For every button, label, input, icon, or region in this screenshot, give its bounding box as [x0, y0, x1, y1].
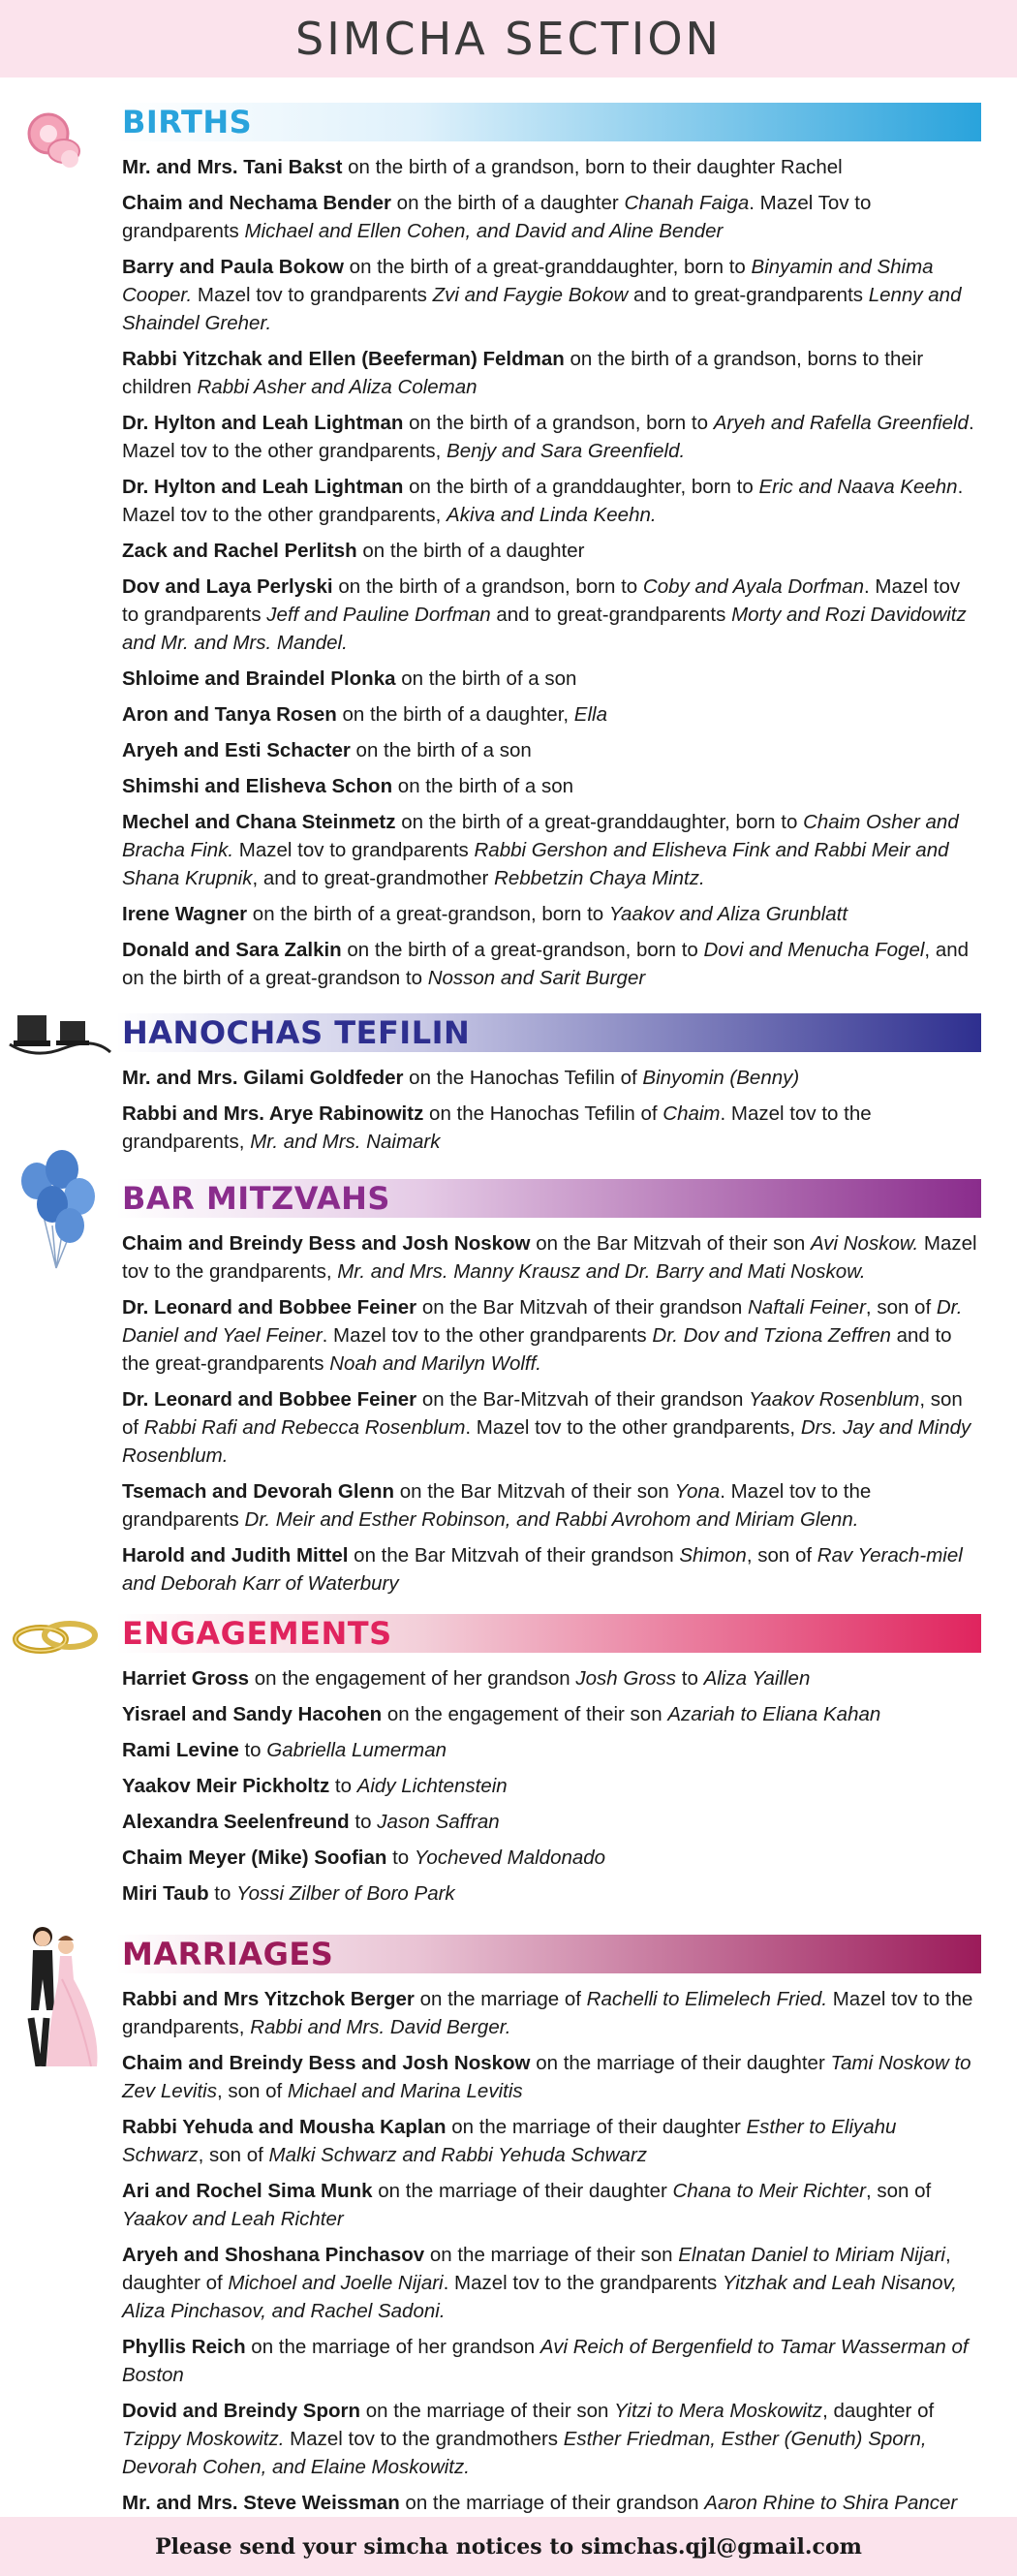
list-item — [122, 473, 980, 529]
entry-text: , daughter of — [822, 2400, 935, 2422]
list-item — [122, 2049, 980, 2105]
relative-name: Shimon — [679, 1544, 747, 1567]
entry-text: , son of — [198, 2144, 269, 2166]
section-hanochas-tefilin — [0, 1013, 1017, 1159]
entry-text: . Mazel tov to the other grandparents, — [122, 476, 964, 526]
entry-text: on the birth of a great-granddaughter, born to — [343, 256, 752, 278]
list-item — [122, 700, 980, 729]
honoree-name: Dr. Hylton and Leah Lightman — [122, 412, 404, 434]
entry-text: on the birth of a daughter, — [336, 703, 574, 726]
entry-text: Mazel tov to the grandparents, — [122, 1988, 973, 2038]
honoree-name: Dov and Laya Perlyski — [122, 575, 333, 598]
entry-text: on the engagement of their son — [382, 1703, 668, 1725]
honoree-name: Dr. Leonard and Bobbee Feiner — [122, 1388, 417, 1411]
entry-text: , son of — [865, 1296, 937, 1319]
list-item — [122, 1064, 980, 1092]
entry-text: . Mazel tov to the other grandparents, — [465, 1416, 801, 1439]
entry-text: Mazel tov to the grandmothers — [284, 2428, 564, 2450]
entry-text: on the birth of a son — [392, 775, 574, 797]
entry-text: , son of — [122, 1388, 963, 1439]
honoree-name: Mr. and Mrs. Steve Weissman — [122, 2492, 400, 2514]
section-births — [0, 103, 1017, 994]
entry-text: . Mazel tov to the other grandparents, — [122, 412, 974, 462]
section-marriages — [0, 1935, 1017, 2516]
relative-name: Tzippy Moskowitz. — [122, 2428, 285, 2450]
honoree-name: Chaim and Breindy Bess and Josh Noskow — [122, 2052, 531, 2074]
list-item — [122, 772, 980, 800]
list-item — [122, 2241, 980, 2325]
relative-name: Lenny and Shaindel Greher. — [122, 284, 962, 334]
section-title: ENGAGEMENTS — [122, 1615, 392, 1652]
honoree-name: Rami Levine — [122, 1739, 239, 1761]
entry-text: to — [349, 1811, 378, 1833]
entry-text: , and to great-grandmother — [252, 867, 495, 889]
relative-name: Tami Noskow to Zev Levitis — [122, 2052, 971, 2102]
list-item — [122, 1664, 980, 1692]
relative-name: Michael and Marina Levitis — [287, 2080, 523, 2102]
list-item — [122, 1541, 980, 1598]
relative-name: Dovi and Menucha Fogel — [703, 939, 925, 961]
list-item — [122, 1808, 980, 1836]
footer-contact-text: Please send your simcha notices to simchas.qjl@gmail.com — [155, 2533, 862, 2560]
entries-list — [122, 1664, 980, 1915]
relative-name: Jason Saffran — [377, 1811, 500, 1833]
entry-text: Mazel tov to grandparents — [192, 284, 433, 306]
relative-name: Eric and Naava Keehn — [758, 476, 958, 498]
honoree-name: Zack and Rachel Perlitsh — [122, 540, 357, 562]
entry-text: and to great-grandparents — [490, 604, 732, 626]
entry-text: Mazel tov to grandparents — [233, 839, 475, 861]
list-item — [122, 2113, 980, 2169]
honoree-name: Yaakov Meir Pickholtz — [122, 1775, 330, 1797]
honoree-name: Dr. Leonard and Bobbee Feiner — [122, 1296, 417, 1319]
honoree-name: Aryeh and Shoshana Pinchasov — [122, 2244, 425, 2266]
list-item — [122, 189, 980, 245]
entry-text: to — [208, 1882, 237, 1905]
entry-text: on the birth of a grandson, born to — [403, 412, 714, 434]
honoree-name: Mr. and Mrs. Gilami Goldfeder — [122, 1067, 404, 1089]
entry-text: on the Hanochas Tefilin of — [403, 1067, 643, 1089]
honoree-name: Phyllis Reich — [122, 2336, 246, 2358]
relative-name: Yossi Zilber of Boro Park — [236, 1882, 455, 1905]
relative-name: Aryeh and Rafella Greenfield — [713, 412, 969, 434]
honoree-name: Chaim and Nechama Bender — [122, 192, 391, 214]
entry-text: on the birth of a great-grandson, born to — [341, 939, 704, 961]
relative-name: Rav Yerach-miel and Deborah Karr of Waterbury — [122, 1544, 963, 1595]
list-item — [122, 1229, 980, 1286]
list-item — [122, 345, 980, 401]
relative-name: Drs. Jay and Mindy Rosenblum. — [122, 1416, 971, 1467]
relative-name: Elnatan Daniel to Miriam Nijari — [678, 2244, 945, 2266]
relative-name: Aidy Lichtenstein — [356, 1775, 508, 1797]
entry-text: on the birth of a grandson, born to their daughter Rachel — [342, 156, 843, 178]
honoree-name: Harriet Gross — [122, 1667, 250, 1690]
entry-text: on the birth of a great-granddaughter, born to — [395, 811, 804, 833]
entry-text: on the Bar Mitzvah of their grandson — [416, 1296, 748, 1319]
entry-text: on the marriage of their daughter — [446, 2116, 747, 2138]
relative-name: Naftali Feiner — [748, 1296, 866, 1319]
entry-text: on the marriage of her grandson — [245, 2336, 540, 2358]
wedding-couple-icon — [14, 1921, 107, 2066]
relative-name: Chaim — [663, 1102, 721, 1125]
honoree-name: Yisrael and Sandy Hacohen — [122, 1703, 383, 1725]
relative-name: Rachelli to Elimelech Fried. — [586, 1988, 828, 2010]
relative-name: Yona — [674, 1480, 721, 1503]
relative-name: Yitzhak and Leah Nisanov, Aliza Pinchasov, and Rachel Sadoni. — [122, 2272, 957, 2322]
relative-name: Nosson and Sarit Burger — [427, 967, 646, 989]
honoree-name: Rabbi and Mrs. Arye Rabinowitz — [122, 1102, 424, 1125]
entry-text: , and on the birth of a great-grandson to — [122, 939, 970, 989]
rings-icon — [8, 1614, 105, 1659]
list-item — [122, 1844, 980, 1872]
list-item — [122, 808, 980, 892]
list-item — [122, 1772, 980, 1800]
honoree-name: Chaim and Breindy Bess and Josh Noskow — [122, 1232, 531, 1255]
list-item — [122, 409, 980, 465]
footer-banner — [0, 2517, 1017, 2576]
list-item — [122, 1100, 980, 1156]
entry-text: on the Bar-Mitzvah of their grandson — [416, 1388, 750, 1411]
pacifier-icon — [21, 105, 91, 174]
honoree-name: Rabbi Yehuda and Mousha Kaplan — [122, 2116, 447, 2138]
list-item — [122, 573, 980, 657]
honoree-name: Dr. Hylton and Leah Lightman — [122, 476, 404, 498]
section-title: MARRIAGES — [122, 1936, 334, 1972]
relative-name: Dr. Daniel and Yael Feiner — [122, 1296, 963, 1347]
relative-name: Morty and Rozi Davidowitz and Mr. and Mrs. Mandel. — [122, 604, 967, 654]
honoree-name: Rabbi and Mrs Yitzchok Berger — [122, 1988, 415, 2010]
entry-text: , son of — [216, 2080, 288, 2102]
entry-text: on the Bar Mitzvah of their grandson — [348, 1544, 680, 1567]
entry-text: Mazel tov to the grandparents, — [122, 1232, 977, 1283]
relative-name: Ella — [573, 703, 607, 726]
section-engagements — [0, 1614, 1017, 1924]
relative-name: Yaakov Rosenblum — [749, 1388, 920, 1411]
list-item — [122, 1700, 980, 1728]
page-title: SIMCHA SECTION — [295, 13, 722, 65]
relative-name: Aliza Yaillen — [703, 1667, 811, 1690]
relative-name: Jeff and Pauline Dorfman — [266, 604, 491, 626]
entry-text: , son of — [865, 2180, 932, 2202]
list-item — [122, 1879, 980, 1908]
honoree-name: Chaim Meyer (Mike) Soofian — [122, 1847, 387, 1869]
relative-name: Rabbi Gershon and Elisheva Fink and Rabbi Meir and Shana Krupnik — [122, 839, 949, 889]
list-item — [122, 936, 980, 992]
relative-name: Rabbi Rafi and Rebecca Rosenblum — [143, 1416, 466, 1439]
relative-name: Yocheved Maldonado — [414, 1847, 606, 1869]
relative-name: Dr. Dov and Tziona Zeffren — [652, 1324, 891, 1347]
section-title: HANOCHAS TEFILIN — [122, 1014, 471, 1051]
relative-name: Malki Schwarz and Rabbi Yehuda Schwarz — [268, 2144, 648, 2166]
honoree-name: Barry and Paula Bokow — [122, 256, 344, 278]
relative-name: Rabbi and Mrs. David Berger. — [250, 2016, 511, 2038]
entry-text: on the birth of a grandson, borns to their children — [122, 348, 924, 398]
balloons-icon — [12, 1148, 101, 1274]
entry-text: to — [386, 1847, 415, 1869]
entries-list — [122, 1985, 980, 2525]
entry-text: on the birth of a granddaughter, born to — [403, 476, 759, 498]
list-item — [122, 665, 980, 693]
entry-text: . Mazel tov to the other grandparents — [322, 1324, 653, 1347]
relative-name: Esther Friedman, Esther (Genuth) Sporn, Devorah Cohen, and Elaine Moskowitz. — [122, 2428, 927, 2478]
entry-text: . Mazel Tov to grandparents — [122, 192, 872, 242]
relative-name: Michael and Ellen Cohen, and David and Aline Bender — [244, 220, 724, 242]
relative-name: Yaakov and Leah Richter — [122, 2208, 344, 2230]
entry-text: on the marriage of their son — [360, 2400, 615, 2422]
relative-name: Yitzi to Mera Moskowitz — [614, 2400, 823, 2422]
entry-text: . Mazel tov to grandparents — [122, 575, 961, 626]
list-item — [122, 253, 980, 337]
section-title: BIRTHS — [122, 104, 253, 140]
relative-name: Chaim Osher and Bracha Fink. — [122, 811, 959, 861]
entry-text: on the Bar Mitzvah of their son — [530, 1232, 811, 1255]
honoree-name: Irene Wagner — [122, 903, 248, 925]
relative-name: Gabriella Lumerman — [266, 1739, 447, 1761]
entry-text: and to great-grandparents — [628, 284, 869, 306]
entry-text: , daughter of — [122, 2244, 951, 2294]
entry-text: on the marriage of their son — [424, 2244, 679, 2266]
honoree-name: Mechel and Chana Steinmetz — [122, 811, 396, 833]
entries-list — [122, 1229, 980, 1605]
honoree-name: Dovid and Breindy Sporn — [122, 2400, 361, 2422]
list-item — [122, 537, 980, 565]
entry-text: . Mazel tov to the grandparents — [122, 1480, 872, 1531]
list-item — [122, 2177, 980, 2233]
entry-text: to — [238, 1739, 267, 1761]
honoree-name: Ari and Rochel Sima Munk — [122, 2180, 373, 2202]
entry-text: on the birth of a great-grandson, born to — [247, 903, 609, 925]
relative-name: Mr. and Mrs. Manny Krausz and Dr. Barry and Mati Noskow. — [337, 1260, 866, 1283]
honoree-name: Aron and Tanya Rosen — [122, 703, 337, 726]
list-item — [122, 736, 980, 764]
entry-text: on the Bar Mitzvah of their son — [394, 1480, 675, 1503]
tefilin-icon — [6, 1006, 112, 1064]
list-item — [122, 153, 980, 181]
entry-text: on the birth of a daughter — [356, 540, 585, 562]
relative-name: Yaakov and Aliza Grunblatt — [608, 903, 848, 925]
relative-name: Esther to Eliyahu Schwarz — [122, 2116, 897, 2166]
relative-name: Azariah to Eliana Kahan — [667, 1703, 881, 1725]
page-header — [0, 0, 1017, 78]
relative-name: Chana to Meir Richter — [672, 2180, 866, 2202]
relative-name: Chanah Faiga — [624, 192, 750, 214]
relative-name: Coby and Ayala Dorfman — [642, 575, 864, 598]
entry-text: to — [329, 1775, 357, 1797]
relative-name: Michoel and Joelle Nijari — [228, 2272, 444, 2294]
relative-name: Benjy and Sara Greenfield. — [447, 440, 686, 462]
relative-name: Avi Reich of Bergenfield to Tamar Wasserman of Boston — [122, 2336, 969, 2386]
entry-text: . Mazel tov to the grandparents, — [122, 1102, 872, 1153]
relative-name: Rebbetzin Chaya Mintz. — [494, 867, 705, 889]
entry-text: and to the great-grandparents — [122, 1324, 952, 1375]
relative-name: Dr. Meir and Esther Robinson, and Rabbi Avrohom and Miriam Glenn. — [244, 1508, 859, 1531]
honoree-name: Donald and Sara Zalkin — [122, 939, 342, 961]
relative-name: Akiva and Linda Keehn. — [447, 504, 657, 526]
list-item — [122, 1477, 980, 1534]
list-item — [122, 900, 980, 928]
section-bar-mitzvahs — [0, 1179, 1017, 1605]
honoree-name: Aryeh and Esti Schacter — [122, 739, 351, 761]
entry-text: on the birth of a daughter — [390, 192, 625, 214]
list-item — [122, 1736, 980, 1764]
relative-name: Binyamin and Shima Cooper. — [122, 256, 934, 306]
relative-name: Aaron Rhine to Shira Pancer — [704, 2492, 958, 2514]
honoree-name: Shimshi and Elisheva Schon — [122, 775, 393, 797]
entry-text: to — [676, 1667, 704, 1690]
relative-name: Zvi and Faygie Bokow — [432, 284, 629, 306]
entries-list — [122, 1064, 980, 1164]
relative-name: Avi Noskow. — [810, 1232, 919, 1255]
entry-text: on the marriage of their daughter — [530, 2052, 831, 2074]
entry-text: on the marriage of their grandson — [399, 2492, 705, 2514]
entry-text: on the marriage of their daughter — [372, 2180, 673, 2202]
relative-name: Josh Gross — [575, 1667, 677, 1690]
list-item — [122, 2489, 980, 2517]
entry-text: on the birth of a son — [350, 739, 532, 761]
list-item — [122, 1985, 980, 2041]
list-item — [122, 1385, 980, 1470]
list-item — [122, 2397, 980, 2481]
relative-name: Noah and Marilyn Wolff. — [329, 1352, 542, 1375]
list-item — [122, 1293, 980, 1378]
entry-text: on the engagement of her grandson — [249, 1667, 576, 1690]
relative-name: Rabbi Asher and Aliza Coleman — [197, 376, 478, 398]
relative-name: Mr. and Mrs. Naimark — [250, 1131, 441, 1153]
honoree-name: Shloime and Braindel Plonka — [122, 667, 396, 690]
section-title: BAR MITZVAHS — [122, 1180, 390, 1217]
honoree-name: Miri Taub — [122, 1882, 209, 1905]
entry-text: on the Hanochas Tefilin of — [423, 1102, 663, 1125]
list-item — [122, 2333, 980, 2389]
honoree-name: Mr. and Mrs. Tani Bakst — [122, 156, 343, 178]
entry-text: on the birth of a son — [395, 667, 577, 690]
entry-text: , son of — [746, 1544, 817, 1567]
honoree-name: Harold and Judith Mittel — [122, 1544, 349, 1567]
honoree-name: Tsemach and Devorah Glenn — [122, 1480, 395, 1503]
entry-text: on the birth of a grandson, born to — [332, 575, 643, 598]
entry-text: . Mazel tov to the grandparents — [443, 2272, 723, 2294]
entry-text: on the marriage of — [414, 1988, 587, 2010]
relative-name: Binyomin (Benny) — [642, 1067, 800, 1089]
honoree-name: Rabbi Yitzchak and Ellen (Beeferman) Feldman — [122, 348, 565, 370]
entries-list — [122, 153, 980, 1000]
honoree-name: Alexandra Seelenfreund — [122, 1811, 350, 1833]
